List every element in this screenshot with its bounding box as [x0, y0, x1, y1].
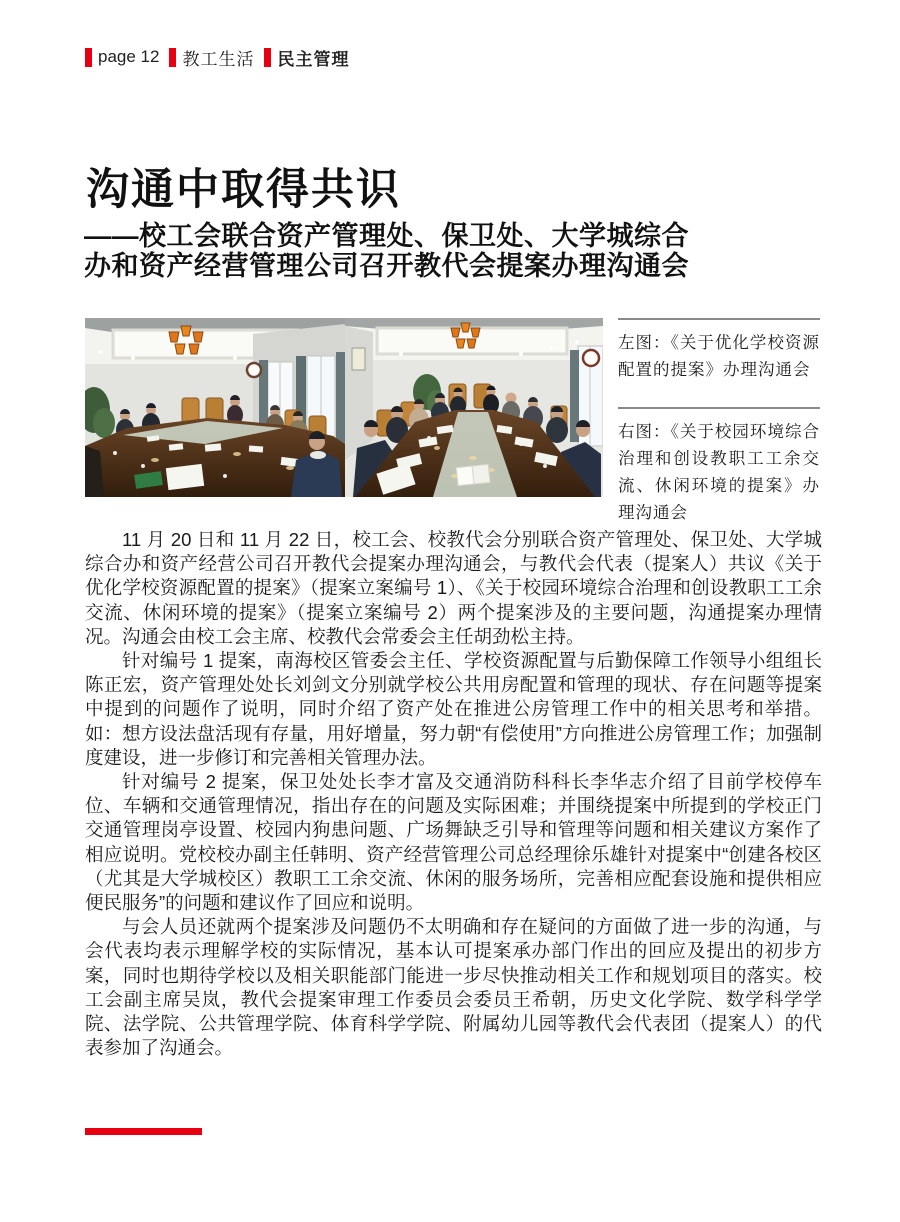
body-paragraph-4: 与会人员还就两个提案涉及问题仍不太明确和存在疑问的方面做了进一步的沟通，与会代表均表示理解学校的实际情况，基本认可提案承办部门作出的回应及提出的初步方案，同时也期待学校以及相关职能部门能进一步尽快推动相关工作和规划项目的落实。校工会副主席吴岚，教代会提案审理工作委员会委员王希朝，历史文化学院、数学科学学院、法学院、公共管理学院、体育科学学院、附属幼儿园等教代会代表团（提案人）的代表参加了沟通会。 — [85, 916, 822, 1059]
article-subtitle — [84, 221, 689, 281]
page-number-label: page 12 — [98, 47, 160, 66]
red-tick-icon — [85, 48, 92, 67]
meeting-photo-left-art — [85, 318, 345, 497]
caption-right-photo: 右图：《关于校园环境综合治理和创设教职工工余交流、休闲环境的提案》办理沟通会 — [618, 407, 820, 526]
photo-captions — [618, 318, 820, 526]
page-header — [85, 46, 359, 68]
meeting-photo-right-art — [345, 318, 603, 497]
caption-left-photo: 左图：《关于优化学校资源配置的提案》办理沟通会 — [618, 318, 820, 383]
body-paragraph-1: 11 月 20 日和 11 月 22 日，校工会、校教代会分别联合资产管理处、保卫处、大学城综合办和资产经营公司召开教代会提案办理沟通会，与教代会代表（提案人）共议《关于优化学校资源配置的提案》（提案立案编号 1）、《关于校园环境综合治理和创设教职工工余交流、休闲环境的提案》（提案立案编号 2）两个提案涉及的主要问题，沟通提案办理情况。沟通会由校工会主席、校教代会常委会主任胡劲松主持。 — [85, 529, 822, 647]
meeting-photo-right — [345, 318, 603, 497]
body-paragraph-3: 针对编号 2 提案，保卫处处长李才富及交通消防科科长李华志介绍了目前学校停车位、车辆和交通管理情况，指出存在的问题及实际困难；并围绕提案中所提到的学校正门交通管理岗亭设置、校园内狗患问题、广场舞缺乏引导和管理等问题和相关建议方案作了相应说明。党校校办副主任韩明、资产经营管理公司总经理徐乐雄针对提案中“创建各校区（尤其是大学城校区）教职工工余交流、休闲的服务场所，完善相应配套设施和提供相应便民服务”的问题和建议作了回应和说明。 — [85, 771, 822, 914]
footer-accent-bar — [85, 1128, 202, 1135]
article-body — [85, 528, 822, 1060]
section-label-primary: 教工生活 — [182, 49, 255, 69]
article-subtitle-line1: ——校工会联合资产管理处、保卫处、大学城综合 — [84, 221, 689, 251]
red-tick-icon — [169, 48, 176, 67]
body-paragraph-2: 针对编号 1 提案，南海校区管委会主任、学校资源配置与后勤保障工作领导小组组长陈正宏，资产管理处处长刘剑文分别就学校公共用房配置和管理的现状、存在问题等提案中提到的问题作了说明，同时介绍了资产处在推进公房管理工作中的相关思考和举措。如：想方设法盘活现有存量，用好增量，努力朝“有偿使用”方向推进公房管理工作；加强制度建设，进一步修订和完善相关管理办法。 — [85, 650, 822, 768]
section-label-secondary: 民主管理 — [277, 49, 350, 69]
meeting-photo-left — [85, 318, 345, 497]
article-subtitle-line2: 办和资产经营管理公司召开教代会提案办理沟通会 — [84, 251, 689, 281]
red-tick-icon — [264, 48, 271, 67]
article-title: 沟通中取得共识 — [86, 166, 401, 214]
media-row — [85, 318, 832, 526]
